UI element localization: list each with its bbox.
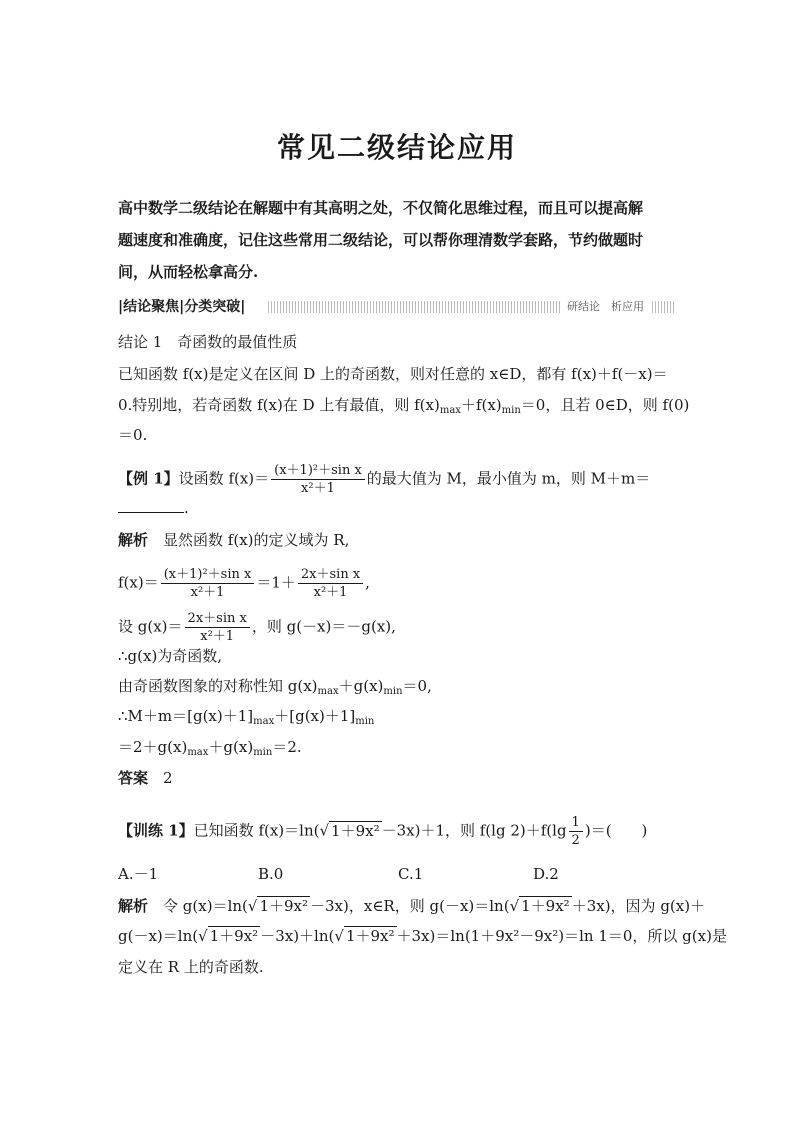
solution-line-3: 设 g(x)＝ $\frac{\text{2x＋sin x}}{\text{x²＋1}}$ ，则 g(－x)＝－g(x), — [118, 611, 396, 644]
training-label: 【训练 1】 — [118, 821, 194, 840]
solution-line-5: 由奇函数图象的对称性知 $g(x)_{max}+g(x)_{min}=0$, — [118, 677, 432, 697]
solution-line-7: $=2+g(x)_{max}+g(x)_{min}=2$. — [118, 738, 302, 758]
option-a: A.－1 — [118, 865, 159, 883]
solution-line-1: 解析 显然函数 f(x)的定义域为 R, — [118, 531, 350, 549]
conclusion-line-1: 已知函数 f(x)是定义在区间 D 上的奇函数，则对任意的 x∈D，都有 f(x)＋f(－x)＝ — [118, 365, 668, 383]
solution-line-2: f(x)＝ $\frac{\text{(x＋1)²＋sin x}}{\text{x²＋1}}$ ＝1＋ $\frac{\text{2x＋sin x}}{\text{x²＋1}}$ , — [118, 567, 370, 600]
answer-line: 答案 2 — [118, 769, 173, 787]
example-answer-blank: . — [118, 498, 189, 518]
page-title: 常见二级结论应用 — [276, 131, 517, 164]
solution-line-6: $\therefore M+m=[g(x)+1]_{max}+[g(x)+1]_{min}$ — [118, 707, 375, 727]
intro-line-2: 题速度和准确度，记住这些常用二级结论，可以帮你理清数学套路，节约做题时 — [118, 231, 644, 249]
banner-label: |结论聚焦|分类突破| — [118, 298, 251, 316]
banner-tag: 研结论 析应用 — [561, 298, 650, 316]
conclusion-line-2: 0.特别地，若奇函数 f(x)在 D 上有最值，则 $f(x)_{max}+f(x)_{min}=0$，且若 0∈D，则 f(0) — [118, 396, 690, 416]
option-c: C.1 — [398, 865, 424, 883]
training-solution-line-2: g(－x)＝ln(√ 1＋9x² －3x)＋ln(√ 1＋9x² ＋3x)＝ln(1＋9x²－9x²)＝ln 1＝0，所以 g(x)是 — [118, 927, 727, 945]
option-d: D.2 — [533, 865, 559, 883]
intro-line-3: 间，从而轻松拿高分. — [118, 263, 259, 281]
intro-line-1: 高中数学二级结论在解题中有其高明之处，不仅简化思维过程，而且可以提高解 — [118, 199, 644, 217]
example-fraction: $\frac{\text{(x＋1)²＋sin x}}{\text{x²＋1}}$ — [271, 462, 365, 497]
section-banner — [118, 298, 676, 316]
training-solution-line-3: 定义在 R 上的奇函数. — [118, 958, 264, 976]
conclusion-heading: 结论 1 奇函数的最值性质 — [118, 333, 298, 351]
training-line: 【训练 1】已知函数 f(x)＝ln(√ 1＋9x² －3x)＋1，则 f(lg 2)＋f(lg $\frac{1}{2}$ )＝( ) — [118, 815, 648, 848]
solution-line-4: ∴g(x)为奇函数, — [118, 647, 223, 665]
example-line: 【例 1】设函数 f(x)＝ $\frac{\text{(x＋1)²＋sin x}}{\text{x²＋1}}$ 的最大值为 M，最小值为 m，则 M＋m＝ — [118, 463, 651, 496]
example-label: 【例 1】 — [118, 469, 179, 488]
conclusion-line-3: ＝0. — [118, 426, 148, 444]
option-b: B.0 — [258, 865, 284, 883]
training-solution-line-1: 解析 令 g(x)＝ln(√ 1＋9x² －3x)，x∈R，则 g(－x)＝ln(√ 1＋9x² ＋3x)，因为 g(x)＋ — [118, 897, 706, 915]
